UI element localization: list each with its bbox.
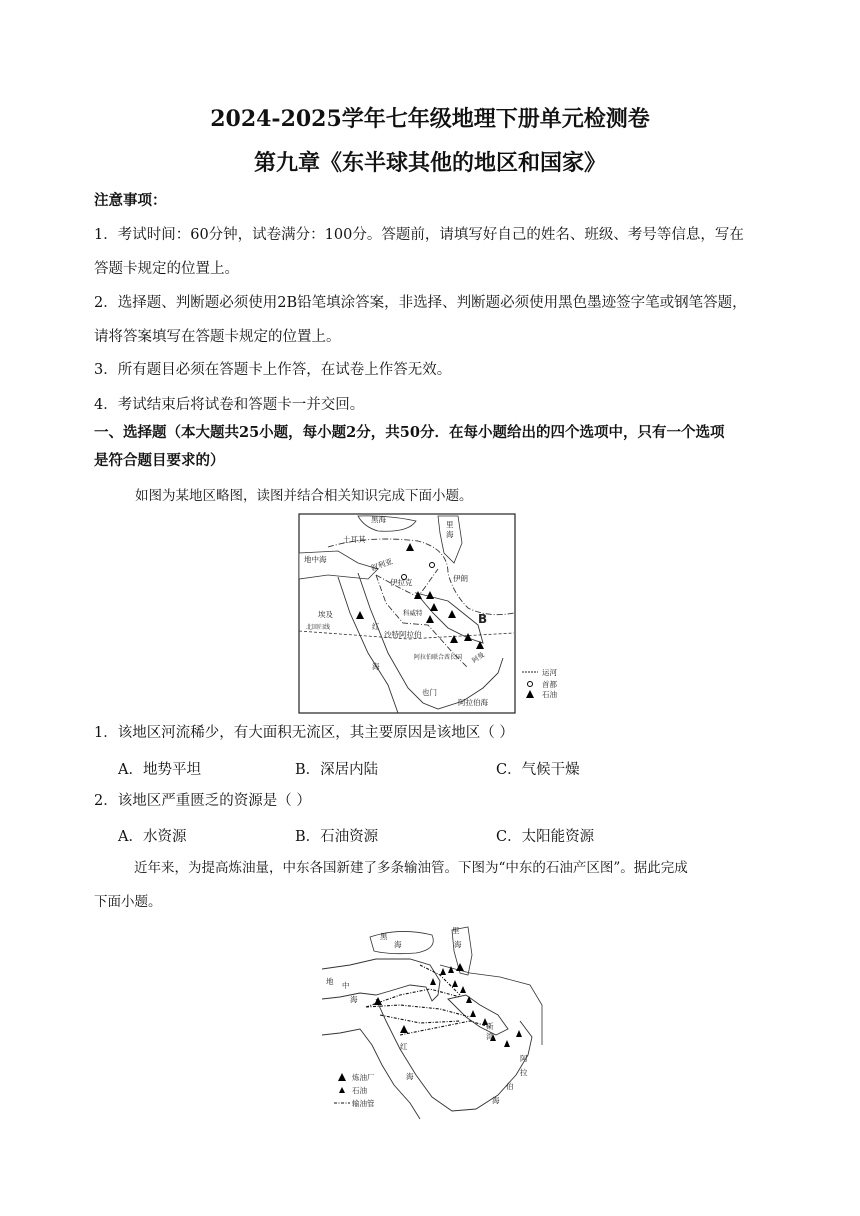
question-2-option-c[interactable]: C．太阳能资源 <box>496 829 595 845</box>
label-syria: 叙利亚 <box>369 556 394 573</box>
label-tropic: 北回归线 <box>306 624 331 631</box>
map-2-label-caspian-2: 海 <box>454 940 462 949</box>
legend-refinery-symbol <box>338 1073 346 1081</box>
map-2-label-red-1: 红 <box>400 1042 408 1051</box>
intro-map-2-line-1: 近年来，为提高炼油量，中东各国新建了多条输油管。下图为“中东的石油产区图”。据此完成 <box>134 860 688 876</box>
note-1-line-1: 1．考试时间：60分钟，试卷满分：100分。答题前，请填写好自己的姓名、班级、考号等信息，写在 <box>94 227 744 243</box>
map-2-label-gulf: 斯 <box>486 1022 494 1031</box>
intro-map-2-line-2: 下面小题。 <box>94 894 162 910</box>
note-2-line-2: 请将答案填写在答题卡规定的位置上。 <box>94 329 341 345</box>
map-2-label-arab-3: 伯 <box>506 1082 514 1091</box>
question-2-option-b[interactable]: B．石油资源 <box>295 829 379 845</box>
note-4: 4．考试结束后将试卷和答题卡一并交回。 <box>94 397 365 413</box>
question-1-option-a[interactable]: A．地势平坦 <box>118 762 201 778</box>
label-caspian-2: 海 <box>446 530 454 539</box>
map-1-legend <box>522 668 557 699</box>
map-2-label-arab-2: 拉 <box>520 1068 528 1077</box>
legend-capital-label: 首都 <box>542 680 557 689</box>
intro-map-1: 如图为某地区略图，读图并结合相关知识完成下面小题。 <box>135 488 473 504</box>
legend-oil-symbol <box>526 690 534 698</box>
label-black-sea: 黑海 <box>371 515 386 524</box>
notes-heading: 注意事项： <box>94 192 167 209</box>
map-2-legend <box>334 1072 375 1108</box>
legend-oil-symbol-2 <box>339 1087 345 1093</box>
label-oman: 阿曼 <box>470 650 486 665</box>
label-red-2: 海 <box>372 662 380 671</box>
legend-oil-label-2: 石油 <box>352 1086 367 1095</box>
map-2-label-arab-4: 海 <box>492 1096 500 1105</box>
pipelines <box>366 965 490 1035</box>
question-2-option-a[interactable]: A．水资源 <box>118 829 187 845</box>
note-1-line-2: 答题卡规定的位置上。 <box>94 261 239 277</box>
section-1-heading-line-1: 一、选择题（本大题共25小题，每小题2分，共50分．在每小题给出的四个选项中，只有一个选项 <box>94 424 725 441</box>
legend-refinery-label: 炼油厂 <box>352 1073 375 1082</box>
question-1-option-c[interactable]: C．气候干燥 <box>496 762 580 778</box>
label-turkey: 土耳其 <box>343 535 366 544</box>
label-iraq: 伊拉克 <box>390 578 413 587</box>
label-iran: 伊朗 <box>453 574 468 583</box>
map-2-arabian-coast <box>376 999 532 1111</box>
section-1-heading-line-2: 是符合题目要求的） <box>94 452 225 469</box>
legend-canal-label: 运河 <box>542 668 557 677</box>
capital-marker-2 <box>430 563 435 568</box>
question-1-stem: 1．该地区河流稀少，有大面积无流区，其主要原因是该地区（ ） <box>94 725 514 741</box>
map-2-label-black-1: 黑 <box>380 932 388 941</box>
question-1-option-b[interactable]: B．深居内陆 <box>295 762 379 778</box>
legend-oil-label: 石油 <box>542 690 557 699</box>
note-2-line-1: 2．选择题、判断题必须使用2B铅笔填涂答案，非选择、判断题必须使用黑色墨迹签字笔或钢笔答题， <box>94 295 747 311</box>
map-2-label-med-2: 中 <box>342 981 350 990</box>
legend-pipeline-label: 输油管 <box>352 1099 375 1108</box>
map-2-label-gulf-2: 湾 <box>486 1032 494 1041</box>
map-2-label-caspian-1: 里 <box>452 926 460 935</box>
label-red-1: 红 <box>372 622 380 631</box>
question-2-stem: 2．该地区严重匮乏的资源是（ ） <box>94 793 311 809</box>
exam-title: 2024-2025学年七年级地理下册单元检测卷 <box>210 106 650 132</box>
note-3: 3．所有题目必须在答题卡上作答，在试卷上作答无效。 <box>94 362 452 378</box>
map-2-label-med-1: 地 <box>326 977 334 986</box>
label-point-b: B <box>478 612 488 626</box>
map-2-med-coast <box>322 959 440 1001</box>
middle-east-oil-map-2 <box>320 925 544 1121</box>
map-2-label-med-3: 海 <box>350 995 358 1004</box>
label-egypt: 埃及 <box>318 610 333 619</box>
map-2-persian-gulf <box>448 995 508 1035</box>
label-mediterranean: 地中海 <box>304 555 327 564</box>
chapter-title: 第九章《东半球其他的地区和国家》 <box>253 150 606 176</box>
legend-capital-symbol <box>528 682 533 687</box>
label-caspian-1: 里 <box>446 520 454 529</box>
map-2-label-arab-1: 阿 <box>520 1054 528 1063</box>
label-saudi: 沙特阿拉伯 <box>384 630 422 639</box>
map-2-label-red-2: 海 <box>406 1072 414 1081</box>
label-uae: 阿拉伯联合酋长国 <box>414 654 463 661</box>
label-kuwait: 科威特 <box>403 609 423 617</box>
label-yemen: 也门 <box>422 688 437 697</box>
middle-east-map-1 <box>298 513 568 715</box>
map-2-label-black-2: 海 <box>394 940 402 949</box>
label-arabian-sea: 阿拉伯海 <box>458 698 488 707</box>
